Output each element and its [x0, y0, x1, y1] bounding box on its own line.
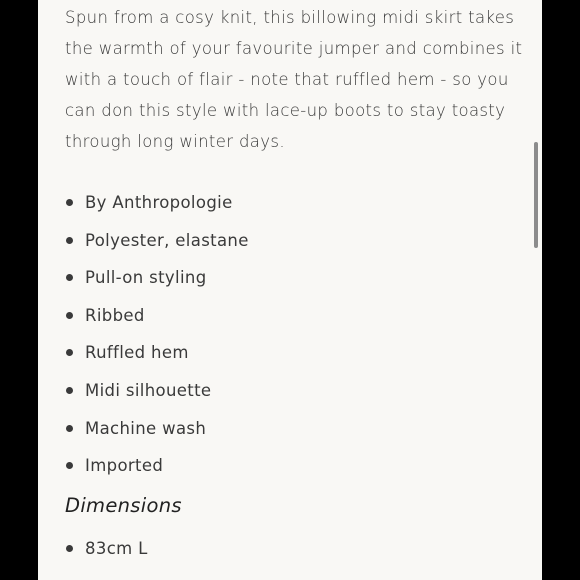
- feature-list: [65, 184, 525, 485]
- product-details-panel[interactable]: [38, 0, 542, 580]
- feature-text: Ruffled hem: [85, 343, 189, 363]
- feature-item: [65, 447, 525, 485]
- dimensions-heading: Dimensions: [65, 493, 182, 517]
- feature-item: [65, 259, 525, 297]
- bullet-icon: [66, 274, 73, 281]
- scrollbar-thumb[interactable]: [534, 142, 538, 248]
- feature-item: [65, 372, 525, 410]
- feature-text: Imported: [85, 456, 164, 476]
- dimension-text: 83cm L: [85, 538, 148, 558]
- feature-text: Pull-on styling: [85, 268, 207, 288]
- feature-item: [65, 410, 525, 448]
- bullet-icon: [66, 387, 73, 394]
- feature-text: Midi silhouette: [85, 380, 212, 400]
- feature-text: Machine wash: [85, 418, 207, 438]
- feature-item: [65, 184, 525, 222]
- bullet-icon: [66, 425, 73, 432]
- feature-item: [65, 222, 525, 260]
- bullet-icon: [66, 462, 73, 469]
- product-description: Spun from a cosy knit, this billowing midi skirt takes the warmth of your favourite jumper and combines it with a touch of flair - note that ruffled hem - so you can don this style with lace-up boots to stay toasty through long winter days.: [65, 8, 523, 151]
- feature-text: Ribbed: [85, 305, 145, 325]
- feature-text: By Anthropologie: [85, 193, 233, 212]
- bullet-icon: [66, 545, 73, 552]
- dimensions-list: [65, 530, 525, 568]
- feature-item: [65, 297, 525, 335]
- bullet-icon: [66, 349, 73, 356]
- bullet-icon: [66, 312, 73, 319]
- feature-item: [65, 334, 525, 372]
- bullet-icon: [66, 237, 73, 244]
- dimension-item: [65, 530, 525, 568]
- feature-text: Polyester, elastane: [85, 230, 249, 250]
- bullet-icon: [66, 199, 73, 206]
- product-details-content: [65, 2, 525, 567]
